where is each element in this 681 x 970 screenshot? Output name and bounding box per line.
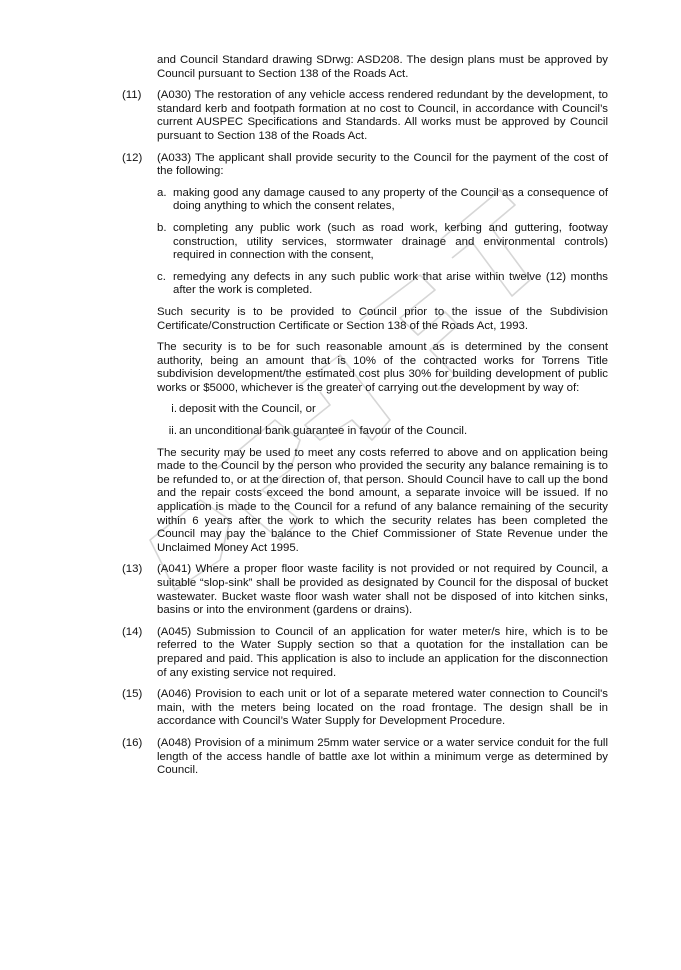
security-option-label: ii. xyxy=(168,425,177,438)
sub-item xyxy=(157,271,608,298)
sub-item-label: a. xyxy=(157,186,167,199)
condition-number: (14) xyxy=(122,625,143,638)
security-amount-paragraph: The security is to be for such reasonable amount as is determined by the consent authority, being an amount that is 10% of the contracted works for Torrens Title subdivision development/the estimated cost plus 30% for building development of public works or $5000, whichever is the greater of carrying out the development by way of: xyxy=(157,341,608,394)
condition-text: (A041) Where a proper floor waste facility is not provided or not required by Council, a suitable “slop-sink” shall be provided as designated by Council for the disposal of bucket wastewater. Bucket waste floor wash water shall not be disposed of into kitchen sinks, basins or into the environment (gardens or drains). xyxy=(157,563,608,617)
condition-text: (A030) The restoration of any vehicle access rendered redundant by the development, to standard kerb and footpath formation at no cost to Council, in accordance with Council’s current AUSPEC Specifications and Standards. All works must be approved by Council pursuant to Section 138 of the Roads Act. xyxy=(157,89,608,142)
condition-text: (A048) Provision of a minimum 25mm water service or a water service conduit for the full length of the access handle of battle axe lot within a minimum verge as determined by Council. xyxy=(157,736,608,777)
condition-item xyxy=(122,737,608,778)
condition-item xyxy=(122,626,608,680)
security-option xyxy=(165,403,608,417)
sub-item-text: completing any public work (such as road work, kerbing and guttering, footway construction, utility services, stormwater drainage and environmental controls) required in connection with the consent, xyxy=(173,221,608,262)
security-option-text: deposit with the Council, or xyxy=(179,403,316,416)
condition-number: (15) xyxy=(122,688,143,701)
lead-paragraph: and Council Standard drawing SDrwg: ASD208. The design plans must be approved by Council pursuant to Section 138 of the Roads Act. xyxy=(157,54,608,80)
sub-item-text: remedying any defects in any such public work that arise within twelve (12) months after the work is completed. xyxy=(173,270,608,297)
security-option-text: an unconditional bank guarantee in favour of the Council. xyxy=(179,425,468,438)
condition-number: (12) xyxy=(122,151,143,164)
condition-item xyxy=(122,152,608,556)
security-use-paragraph: The security may be used to meet any costs referred to above and on application being made to the Council by the person who provided the security any balance remaining is to be refunded to, or at the direction of, that person. Should Council have to call up the bond and the repair costs exceed the bond amount, a separate invoice will be issued. If no application is made to the Council for a refund of any balance remaining of the security within 6 years after the work to which the security relates has been completed the Council may pay the balance to the Chief Commissioner of State Revenue under the Unclaimed Money Act 1995. xyxy=(157,446,608,554)
sub-item-label: c. xyxy=(157,270,166,283)
condition-text: (A045) Submission to Council of an application for water meter/s hire, which is to be referred to the Water Supply section so that a quotation for the installation can be prepared and paid. This application is also to include an application for the disconnection of any existing service not required. xyxy=(157,625,608,679)
condition-text: (A033) The applicant shall provide security to the Council for the payment of the cost of the following: xyxy=(157,151,608,178)
sub-item-label: b. xyxy=(157,221,167,234)
condition-item xyxy=(122,563,608,617)
sub-item-text: making good any damage caused to any property of the Council as a consequence of doing anything to which the consent relates, xyxy=(173,186,608,213)
security-option-label: i. xyxy=(171,403,177,416)
security-option xyxy=(161,425,608,439)
sub-item xyxy=(157,222,608,263)
condition-item xyxy=(122,89,608,143)
condition-number: (11) xyxy=(122,89,142,102)
security-timing-paragraph: Such security is to be provided to Council prior to the issue of the Subdivision Certificate/Construction Certificate or Section 138 of the Roads Act, 1993. xyxy=(157,305,608,332)
condition-number: (13) xyxy=(122,563,143,576)
document-body xyxy=(122,54,608,786)
condition-text: (A046) Provision to each unit or lot of a separate metered water connection to Council's main, with the meters being located on the road frontage. The design shall be in accordance with Council’s Water Supply for Development Procedure. xyxy=(157,688,608,728)
sub-item xyxy=(157,187,608,214)
condition-number: (16) xyxy=(122,736,143,749)
condition-item xyxy=(122,688,608,729)
